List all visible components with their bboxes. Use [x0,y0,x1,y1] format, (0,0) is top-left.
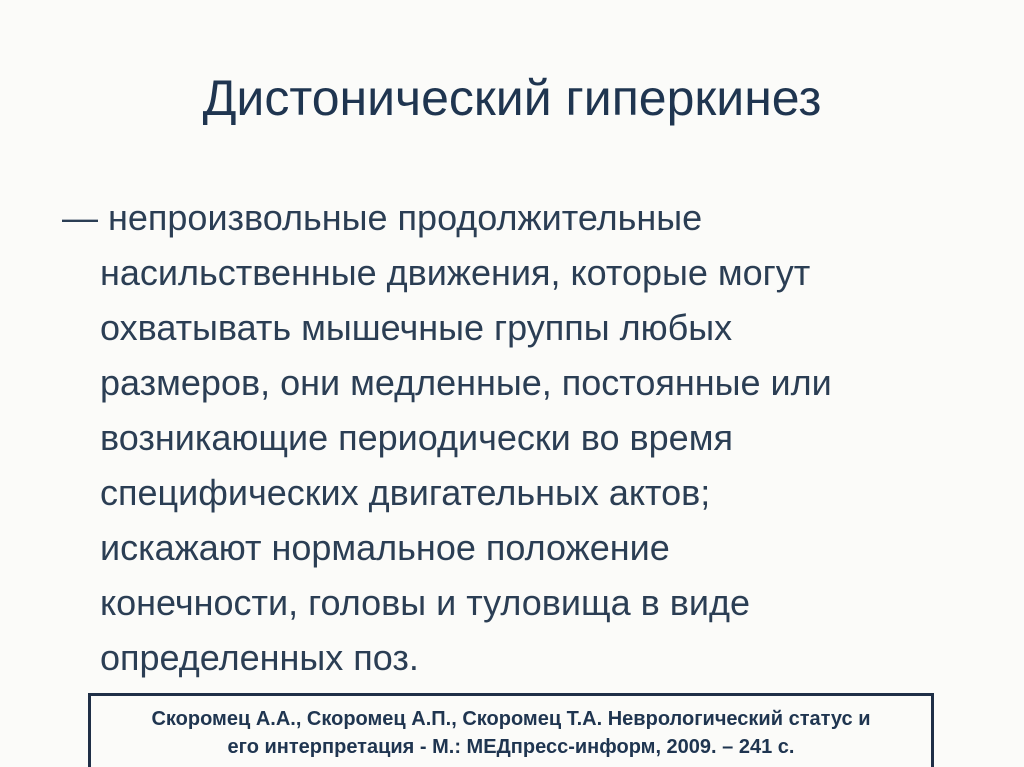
definition-line: — непроизвольные продолжительные [62,197,703,238]
definition-line: определенных поз. [100,637,419,678]
citation-line: Скоромец А.А., Скоромец А.П., Скоромец Т.А. Неврологический статус и [151,708,871,730]
citation-line: его интерпретация - М.: МЕДпресс-информ, 2009. – 241 с. [227,736,795,758]
definition-text [62,190,972,685]
definition-line: размеров, они медленные, постоянные или [100,362,832,403]
citation-box [88,693,934,767]
slide-title: Дистонический гиперкинез [202,70,822,126]
definition-line: возникающие периодически во время [100,417,733,458]
definition-line: специфических двигательных актов; [100,472,711,513]
definition-line: искажают нормальное положение [100,527,670,568]
definition-line: охватывать мышечные группы любых [100,307,733,348]
definition-line: насильственные движения, которые могут [100,252,811,293]
definition-line: конечности, головы и туловища в виде [100,582,751,623]
